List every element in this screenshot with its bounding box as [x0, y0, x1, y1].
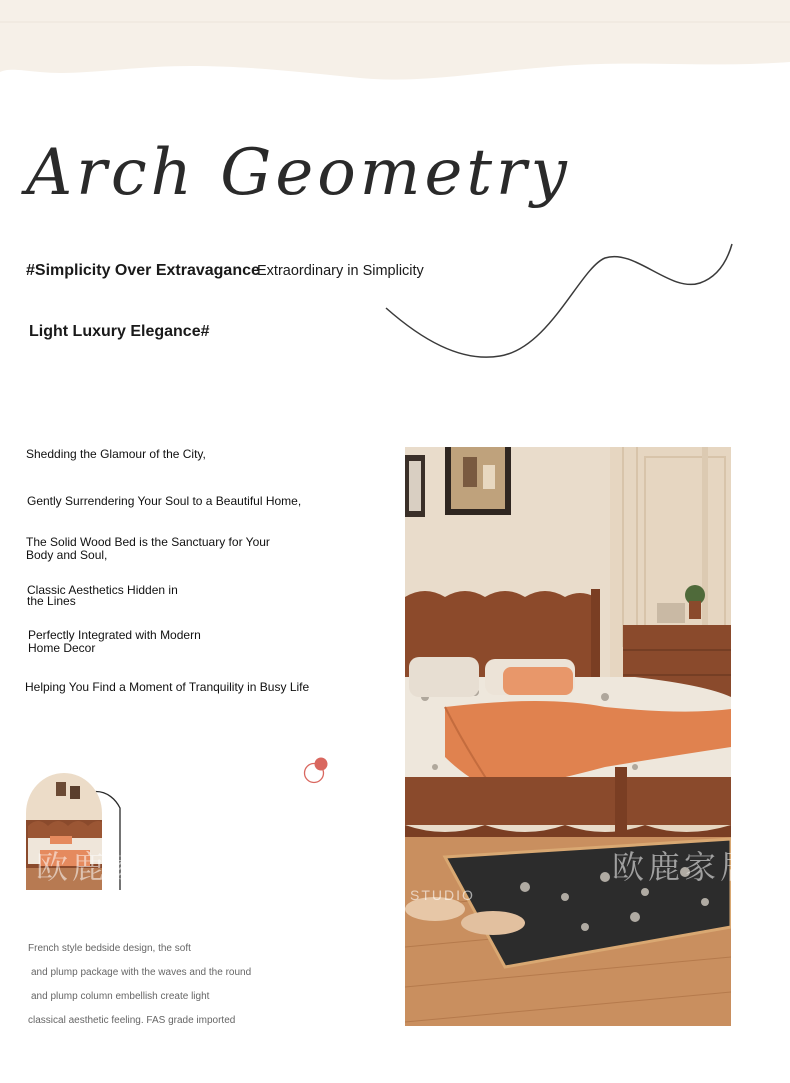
tag-extraordinary: Extraordinary in Simplicity [257, 263, 424, 279]
description-line-2: and plump package with the waves and the round [31, 967, 252, 978]
bedroom-photo [405, 447, 731, 1026]
poem-line-5: Perfectly Integrated with Modern [28, 628, 201, 642]
page-title: Arch Geometry [26, 136, 571, 210]
poem-line-1: Shedding the Glamour of the City, [26, 447, 206, 461]
poem-line-5-cont: Home Decor [28, 641, 96, 655]
description-line-3: and plump column embellish create light [31, 991, 210, 1002]
tag-simplicity: #Simplicity Over Extravagance [26, 262, 260, 279]
watermark-brand-right: 欧鹿家居 [612, 848, 757, 886]
circle-decoration [300, 752, 334, 786]
description-line-4: classical aesthetic feeling. FAS grade imported [28, 1015, 236, 1026]
poem-line-4-cont: the Lines [27, 594, 76, 608]
poem-line-3: The Solid Wood Bed is the Sanctuary for Your [26, 535, 270, 549]
poem-line-4: Classic Aesthetics Hidden in [27, 583, 178, 597]
watermark-studio: STUDIO [410, 887, 475, 903]
watermark-brand-left: 欧鹿家居 [36, 848, 181, 886]
poem-line-3-cont: Body and Soul, [26, 548, 108, 562]
description-line-1: French style bedside design, the soft [28, 943, 191, 954]
decorative-curve [380, 238, 740, 368]
poem-line-6: Helping You Find a Moment of Tranquility in Busy Life [25, 680, 310, 694]
poem-line-2: Gently Surrendering Your Soul to a Beautiful Home, [27, 494, 302, 508]
top-wave-band [0, 0, 790, 100]
tag-elegance: Light Luxury Elegance# [29, 323, 210, 340]
